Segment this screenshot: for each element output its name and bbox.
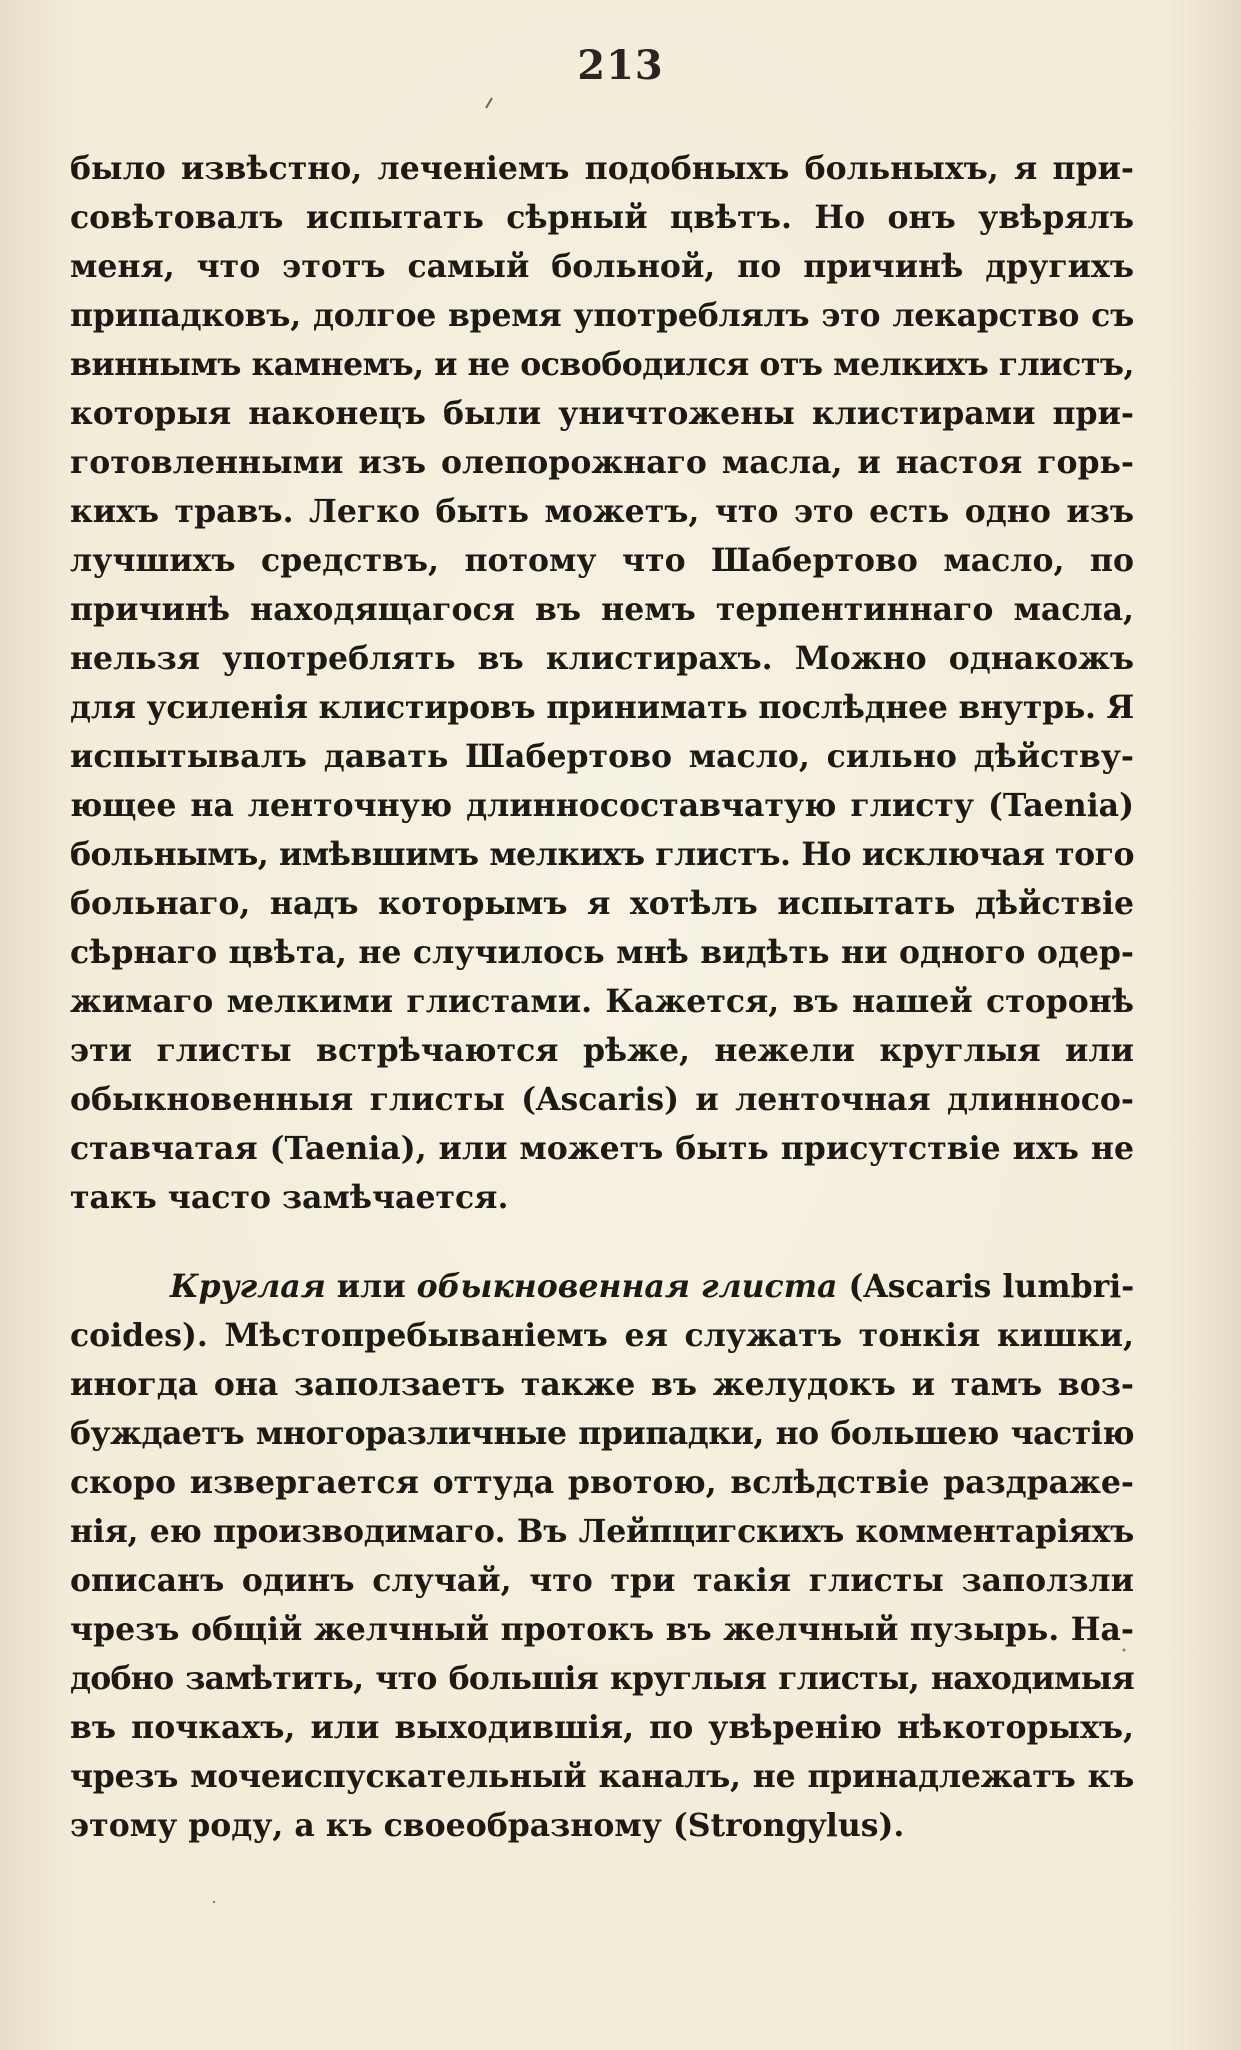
paragraph-1-line: такъ часто замѣчается. — [70, 1179, 509, 1216]
paragraph-1-line: готовленными изъ олепорожнаго масла, и настоя горь- — [70, 444, 1134, 481]
section-heading-term: Круглая — [170, 1268, 326, 1305]
paragraph-2-heading-line — [70, 1262, 1134, 1311]
paragraph-1-line: кихъ травъ. Легко быть можетъ, что это есть одно изъ — [70, 493, 1134, 530]
paragraph-1-line: сѣрнаго цвѣта, не случилось мнѣ видѣть ни одного одер- — [70, 934, 1134, 971]
paragraph-1-line: нельзя употреблять въ клистирахъ. Можно однакожъ — [70, 640, 1134, 677]
paragraph-1-line: ставчатая (Taenia), или можетъ быть присутствіе ихъ не — [70, 1130, 1134, 1167]
paragraph-2-line: описанъ одинъ случай, что три такія глисты заползли — [70, 1562, 1134, 1599]
page-number: 213 — [577, 42, 664, 89]
paragraph-1-line: припадковъ, долгое время употреблялъ это лекарство съ — [70, 297, 1134, 334]
paragraph-2-line: въ почкахъ, или выходившія, по увѣренію нѣкоторыхъ, — [70, 1709, 1134, 1746]
section-heading-latin: (Ascaris lumbri- — [848, 1268, 1134, 1305]
paragraph-2-line: этому роду, а къ своеобразному (Strongylus). — [70, 1807, 905, 1844]
paragraph-2-line: буждаетъ многоразличные припадки, но большею частію — [70, 1415, 1134, 1452]
paragraph-1-line: ющее на ленточную длинносоставчатую глисту (Taenia) — [70, 787, 1134, 824]
paragraph-2-line: добно замѣтить, что большія круглыя глисты, находимыя — [70, 1660, 1134, 1697]
section-heading-term: обыкновенная глиста — [416, 1268, 838, 1305]
paragraph-2-line: нія, ею производимаго. Въ Лейпцигскихъ комментаріяхъ — [70, 1513, 1134, 1550]
section-heading-conjunction: или — [336, 1268, 406, 1305]
paragraph-1-line: причинѣ находящагося въ немъ терпентиннаго масла, — [70, 591, 1134, 628]
paragraph-1-line: обыкновенныя глисты (Ascaris) и ленточная длинносо- — [70, 1081, 1134, 1118]
paragraph-2 — [70, 1262, 1134, 1850]
paragraph-2-line: чрезъ мочеиспускательный каналъ, не принадлежатъ къ — [70, 1758, 1134, 1795]
paragraph-1-line: виннымъ камнемъ, и не освободился отъ мелкихъ глистъ, — [70, 346, 1134, 383]
paragraph-1-line: для усиленія клистировъ принимать послѣднее внутрь. Я — [70, 689, 1134, 726]
paragraph-2-line: coides). Мѣстопребываніемъ ея служатъ тонкія кишки, — [70, 1317, 1134, 1354]
paragraph-1-line: было извѣстно, леченіемъ подобныхъ больныхъ, я при- — [70, 150, 1134, 187]
paragraph-1-line: меня, что этотъ самый больной, по причинѣ другихъ — [70, 248, 1134, 285]
paragraph-2-line: иногда она заползаетъ также въ желудокъ и тамъ воз- — [70, 1366, 1134, 1403]
paragraph-1-line: испытывалъ давать Шабертово масло, сильно дѣйству- — [70, 738, 1134, 775]
paragraph-2-line: скоро извергается оттуда рвотою, вслѣдствіе раздраже- — [70, 1464, 1134, 1501]
paragraph-1-line: жимаго мелкими глистами. Кажется, въ нашей сторонѣ — [70, 983, 1134, 1020]
paragraph-1-line: больнымъ, имѣвшимъ мелкихъ глистъ. Но исключая того — [70, 836, 1134, 873]
paragraph-1-line: лучшихъ средствъ, потому что Шабертово масло, по — [70, 542, 1134, 579]
paragraph-1-line: совѣтовалъ испытать сѣрный цвѣтъ. Но онъ увѣрялъ — [70, 199, 1134, 236]
paragraph-1-line: эти глисты встрѣчаются рѣже, нежели круглыя или — [70, 1032, 1134, 1069]
paragraph-1 — [70, 144, 1134, 1222]
paragraph-2-line: чрезъ общій желчный протокъ въ желчный пузырь. На- — [70, 1611, 1134, 1648]
paragraph-1-line: больнаго, надъ которымъ я хотѣлъ испытать дѣйствіе — [70, 885, 1134, 922]
paragraph-1-line: которыя наконецъ были уничтожены клистирами при- — [70, 395, 1134, 432]
